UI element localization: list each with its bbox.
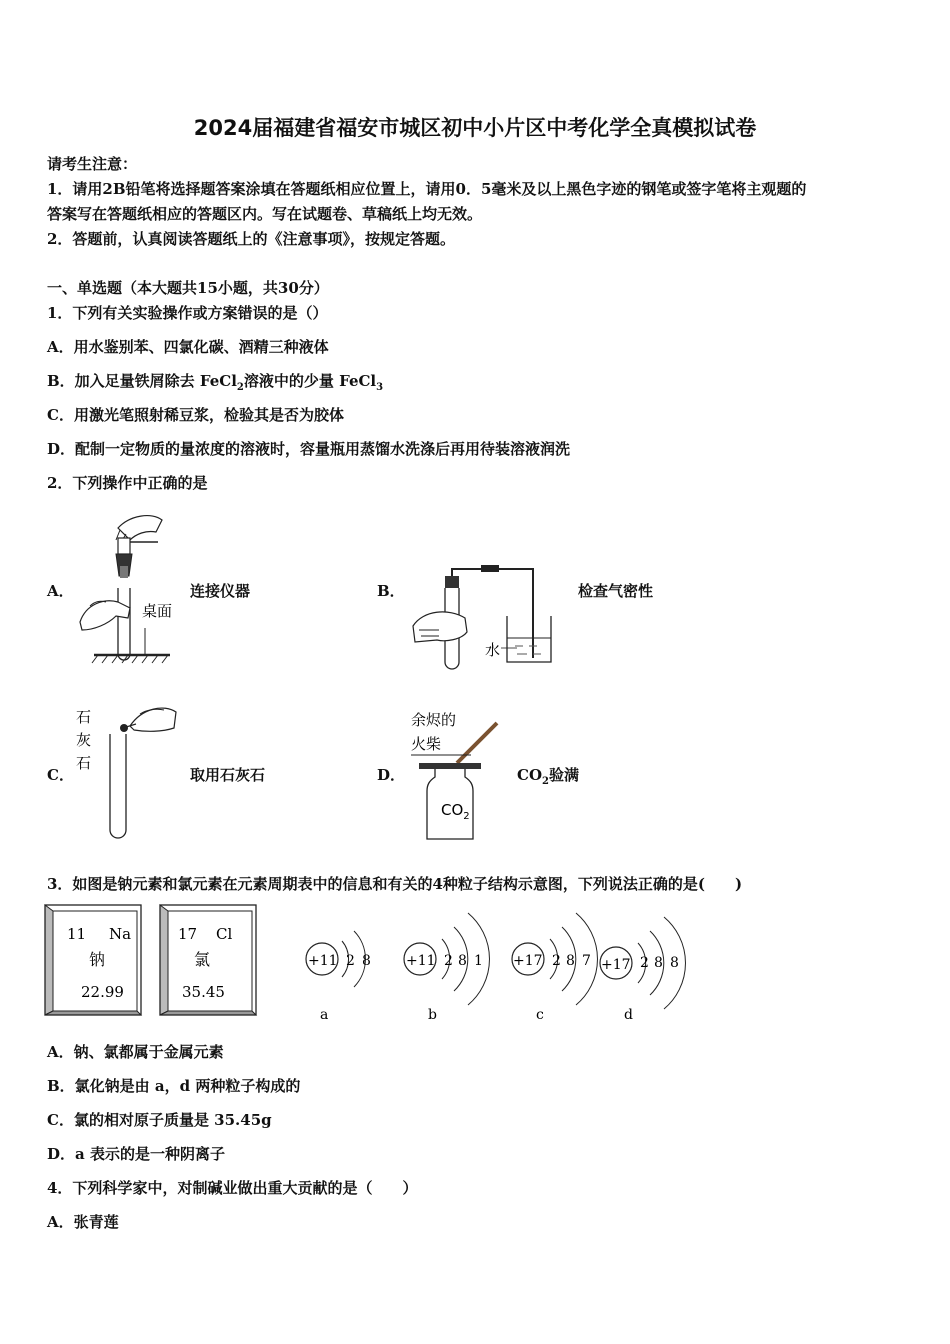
particle-a-label: a xyxy=(320,1007,329,1023)
q1-stem: 1．下列有关实验操作或方案错误的是（） xyxy=(47,304,328,322)
q1-option-d: D．配制一定物质的量浓度的溶液时，容量瓶用蒸馏水洗涤后再用待装溶液润洗 xyxy=(47,440,571,458)
q2-option-c-text: 取用石灰石 xyxy=(190,766,266,784)
na-name: 钠 xyxy=(89,950,106,969)
figure-b-label-water: 水 xyxy=(485,641,501,659)
particle-diagram-b xyxy=(402,905,492,1025)
periodic-card-chlorine xyxy=(160,905,258,1017)
particle-c-label: c xyxy=(536,1007,544,1023)
q4-stem: 4．下列科学家中，对制碱业做出重大贡献的是（ ） xyxy=(47,1179,418,1197)
q2-option-a-letter: A． xyxy=(47,582,74,600)
particle-c-shell-3: 7 xyxy=(582,953,591,969)
notice-line-1a: 1．请用2B铅笔将选择题答案涂填在答题纸相应位置上，请用0．5毫米及以上黑色字迹的钢笔或签字笔将主观题的 xyxy=(47,180,807,198)
cl-atomic-mass: 35.45 xyxy=(182,983,225,1001)
particle-d-shell-1: 2 xyxy=(640,955,649,971)
particle-d-label: d xyxy=(624,1007,633,1023)
periodic-card-sodium xyxy=(45,905,143,1017)
q3-stem: 3．如图是钠元素和氯元素在元素周期表中的信息和有关的4种粒子结构示意图，下列说法正确的是( ) xyxy=(47,875,743,893)
figure-take-limestone xyxy=(70,700,180,845)
particle-c-shell-2: 8 xyxy=(566,953,575,969)
particle-c-shell-1: 2 xyxy=(552,953,561,969)
particle-a-shell-1: 2 xyxy=(346,953,355,969)
q2-option-a-text: 连接仪器 xyxy=(190,582,251,600)
particle-c-nucleus: +17 xyxy=(513,953,543,969)
q3-option-d: D．a 表示的是一种阴离子 xyxy=(47,1145,225,1163)
q2-option-d-letter: D． xyxy=(377,766,406,784)
particle-d-nucleus: +17 xyxy=(601,957,631,973)
figure-d-label-2: 火柴 xyxy=(411,735,442,753)
figure-c-label-1: 石 xyxy=(76,708,92,726)
na-atomic-mass: 22.99 xyxy=(81,983,124,1001)
figure-connect-apparatus xyxy=(70,510,180,665)
na-atomic-number: 11 xyxy=(67,925,87,943)
cl-symbol: Cl xyxy=(216,925,233,943)
particle-a-shell-2: 8 xyxy=(362,953,371,969)
particle-b-shell-1: 2 xyxy=(444,953,453,969)
particle-b-shell-2: 8 xyxy=(458,953,467,969)
q2-option-d-text: $CO_2$验满 xyxy=(517,766,579,787)
notice-line-1b: 答案写在答题纸相应的答题区内。写在试题卷、草稿纸上均无效。 xyxy=(47,205,483,223)
q2-stem: 2．下列操作中正确的是 xyxy=(47,474,208,492)
particle-diagram-a xyxy=(302,915,382,1025)
particle-a-nucleus: +11 xyxy=(308,953,338,969)
particle-diagram-d xyxy=(598,905,688,1025)
q2-option-b-letter: B． xyxy=(377,582,405,600)
figure-d-label-1: 余烬的 xyxy=(411,711,457,729)
q3-option-a: A．钠、氯都属于金属元素 xyxy=(47,1043,224,1061)
q2-option-b-text: 检查气密性 xyxy=(578,582,654,600)
figure-c-label-3: 石 xyxy=(76,754,92,772)
figure-airtightness-check xyxy=(405,560,565,670)
notice-line-2: 2．答题前，认真阅读答题纸上的《注意事项》，按规定答题。 xyxy=(47,230,455,248)
q3-option-c: C．氯的相对原子质量是 35.45g xyxy=(47,1111,272,1129)
figure-c-label-2: 灰 xyxy=(76,731,92,749)
q4-option-a: A．张青莲 xyxy=(47,1213,119,1231)
figure-co2-full-test xyxy=(405,705,515,845)
section-heading: 一、单选题（本大题共15小题，共30分） xyxy=(47,279,329,297)
page-title: 2024届福建省福安市城区初中小片区中考化学全真模拟试卷 xyxy=(193,116,757,140)
cl-name: 氯 xyxy=(194,950,211,969)
particle-diagram-c xyxy=(510,905,600,1025)
particle-b-nucleus: +11 xyxy=(406,953,436,969)
figure-d-co2-label: $CO_2$ xyxy=(441,801,470,822)
notice-heading: 请考生注意： xyxy=(47,155,138,173)
q2-option-c-letter: C． xyxy=(47,766,74,784)
particle-d-shell-3: 8 xyxy=(670,955,679,971)
q1-option-c: C．用激光笔照射稀豆浆，检验其是否为胶体 xyxy=(47,406,344,424)
particle-b-label: b xyxy=(428,1007,437,1023)
figure-a-label-desk: 桌面 xyxy=(142,602,173,620)
cl-atomic-number: 17 xyxy=(178,925,198,943)
q1-option-a: A．用水鉴别苯、四氯化碳、酒精三种液体 xyxy=(47,338,329,356)
q1-option-b: B．加入足量铁屑除去 FeCl$_2$溶液中的少量 FeCl$_3$ xyxy=(47,372,384,393)
q3-option-b: B．氯化钠是由 a，d 两种粒子构成的 xyxy=(47,1077,301,1095)
particle-d-shell-2: 8 xyxy=(654,955,663,971)
particle-b-shell-3: 1 xyxy=(474,953,483,969)
na-symbol: Na xyxy=(109,925,132,943)
